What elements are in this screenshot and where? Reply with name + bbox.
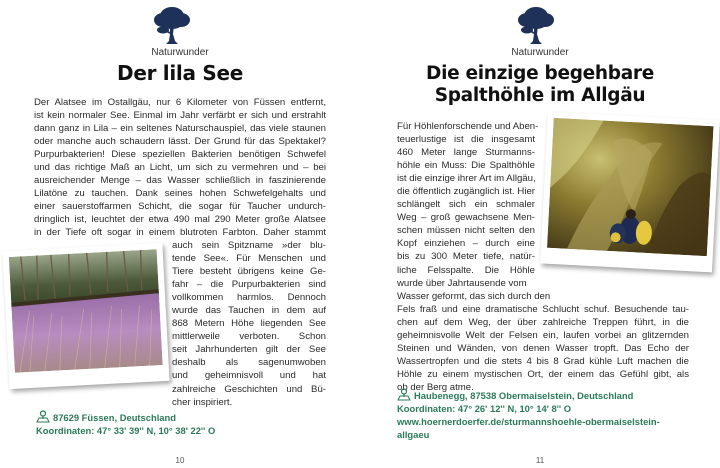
page-number: 11 [535,456,545,465]
text-line: vollkommen harmlos. Dennoch [172,292,326,304]
location-address: Haubenegg, 87538 Obermaiselstein, Deutschland [414,390,634,401]
title-line: Spalthöhle im Allgäu [434,85,646,106]
right-page [360,0,720,468]
page-number: 10 [175,456,185,465]
text-line: wurde über Jahrtausende vom [397,277,527,289]
article-body-wrap [172,239,326,409]
map-pin-icon [36,410,50,423]
text-line: höhle ein Muss: Die Spalthöhle [397,160,535,172]
website-link-cont[interactable]: allgaeu [397,429,430,440]
text-line: Weg – groß gewachsene Men- [397,212,535,224]
text-line: auch sein Spitzname »der blu- [172,240,326,251]
text-line: wurde das Tauchen in dem auf [172,305,326,317]
text-line: mittlerweile verboten. Schon [172,331,326,343]
text-line: tende See«. Für Menschen und [172,253,326,265]
text-line: ob der Berg atme. [397,381,474,393]
location-info [397,388,660,441]
text-line: Tiere besteht übrigens keine Ge- [172,266,326,278]
text-line: oder manche auch schaudern lässt. Der Grund für das Spektakel? [34,136,326,148]
text-line: ausreichender Menge – das Wasser schließlich in faszinierende [34,175,326,187]
text-line: ist die einzige ihrer Art im Allgäu, [397,173,536,185]
tree-icon [516,4,556,46]
text-line: teuerlustige ist die insgesamt [397,134,535,146]
article-body-wrap [397,120,551,303]
text-line: Kopf einziehen – durch eine [397,238,535,250]
text-line: dringlich ist, leuchtet der etwa 490 mal 290 Meter große Alatsee [34,214,326,226]
text-line: Für Höhlenforschende und Aben- [397,121,539,132]
text-line: zahlreiche Geschichten und Bü- [172,383,326,395]
text-line: Purpurbakterien! Diese speziellen Bakterien benötigen Schwefel [34,149,326,161]
tree-icon [152,4,192,46]
text-line: bis zu 300 Meter tiefe, natür- [397,251,535,263]
coordinates: Koordinaten: 47° 26' 12'' N, 10° 14' 8'' O [397,403,572,414]
cave-image [547,118,714,256]
article-body [34,96,326,240]
text-line: Fels fraß und eine dramatische Schlucht schuf. Besuchende tau- [397,303,689,315]
category-label: Naturwunder [151,47,209,58]
text-line: Lilatöne zu tauchen. Dank seines hohen Schwefelgehalts und [34,188,326,200]
text-line: Der Alatsee im Ostallgäu, nur 6 Kilometer von Füssen entfernt, [34,97,326,108]
text-line: einer sauerstoffarmen Schicht, die sogar für Taucher undurch- [34,201,326,213]
text-line: schen müssen nicht selten den [397,225,535,237]
category-label: Naturwunder [511,47,569,58]
page-title: Der lila See [117,61,243,85]
coordinates: Koordinaten: 47° 33' 39'' N, 10° 38' 22'' O [36,425,216,436]
text-line: ist kein normaler See. Einmal im Jahr verfärbt er sich und erstrahlt [34,110,326,122]
cave-photo [540,112,720,273]
text-line: chen auf dem Weg, der über zahlreiche Treppen führt, in die [397,316,689,328]
text-line: geheimnisvolle Welt der Felsen ein, laufen vorbei an glitzernden [397,329,689,341]
text-line: Wassertropfen und die stets 4 bis 8 Grad kühle Luft machen die [397,355,689,367]
text-line: dann ganz in Lila – ein seltenes Naturschauspiel, das viele staunen [34,123,326,135]
website-link[interactable]: www.hoernerdoerfer.de/sturmannshoehle-obermaiselstein- [397,416,660,427]
text-line: und das richtige Maß an Licht, um sich zu vermehren und – bei [34,162,326,174]
text-line: die öffentlich zugänglich ist. Hier [397,186,535,198]
text-line: Wasser geformt, das sich durch den [397,290,551,302]
text-line: fahr – die Purpurbakterien sind [172,279,326,291]
page-title [360,63,720,107]
text-line: und geheimnisvoll und hat [172,370,326,382]
text-line: Höhle zu einem mystischen Ort, der einem das Gefühl gibt, als [397,368,689,380]
lake-photo [2,243,169,389]
text-line: 868 Metern Höhe liegenden See [172,318,326,330]
title-line: Die einzige begehbare [426,63,654,84]
text-line: cher inspiriert. [172,396,233,408]
article-body [397,303,689,394]
location-info [36,410,215,437]
text-line: liche Felsspalte. Die Höhle [397,264,535,276]
text-line: 460 Meter lange Sturmanns- [397,147,535,159]
purple-lake-image [9,249,163,373]
location-address: 87629 Füssen, Deutschland [53,412,176,423]
text-line: Steinen und Wänden, von denen Wasser tropft. Das Echo der [397,342,689,354]
text-line: schlängelt sich ein schmaler [397,199,535,211]
map-pin-icon [397,388,411,401]
text-line: seit Jahrhunderten gilt der See [172,344,326,356]
text-line: deshalb als sagenumwoben [172,357,326,369]
text-line: in der Tiefe oft sogar in einem blutroten Farbton. Daher stammt [34,227,326,239]
